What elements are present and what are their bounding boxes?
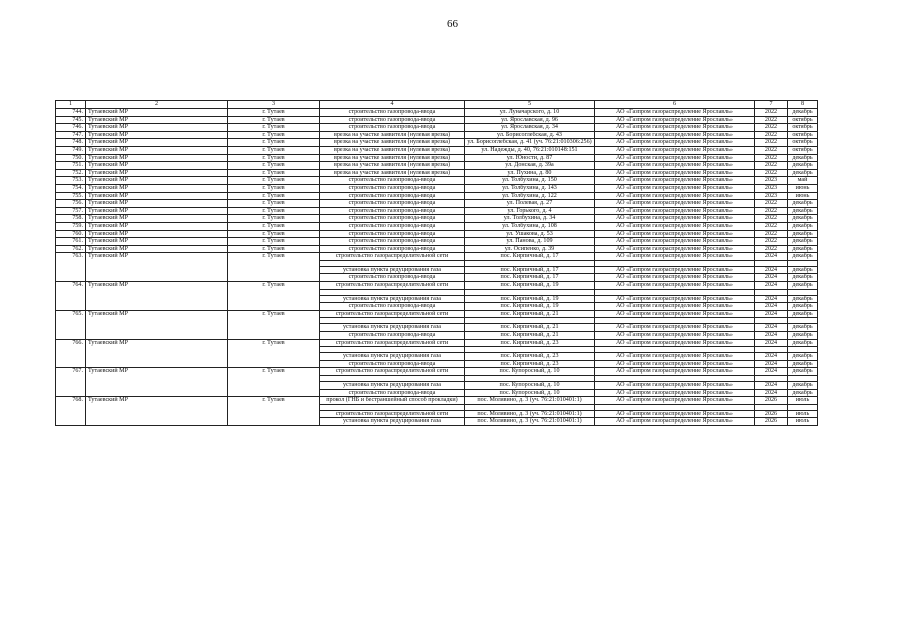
district-cell: Тутаевский МР	[86, 339, 228, 368]
table-row	[56, 109, 818, 117]
work-type-cell: строительство газопровода-ввода	[320, 230, 465, 238]
settlement-cell: г. Тутаев	[228, 282, 320, 311]
year-cell: 2023	[755, 177, 788, 185]
year-cell: 2023	[755, 184, 788, 192]
district-cell: Тутаевский МР	[86, 207, 228, 215]
column-header: 5	[465, 101, 595, 109]
district-cell: Тутаевский МР	[86, 116, 228, 124]
table-row	[56, 230, 818, 238]
year-cell: 2022	[755, 169, 788, 177]
work-type-cell: строительство газопровода-ввода	[320, 177, 465, 185]
organization-cell: АО «Газпром газораспределение Ярославль»	[595, 139, 755, 147]
organization-cell: АО «Газпром газораспределение Ярославль»	[595, 410, 755, 418]
month-cell: декабрь	[788, 169, 818, 177]
row-number: 752.	[56, 169, 86, 177]
work-type-cell: строительство газораспределительной сети	[320, 282, 465, 290]
work-type-cell: строительство газопровода-ввода	[320, 245, 465, 253]
month-cell: декабрь	[788, 230, 818, 238]
month-cell: июль	[788, 397, 818, 405]
address-cell: ул. Толбухина, д. 143	[465, 184, 595, 192]
address-cell: ул. Ушакова, д. 53	[465, 230, 595, 238]
year-cell: 2024	[755, 332, 788, 340]
table-row	[56, 162, 818, 170]
district-cell: Тутаевский МР	[86, 139, 228, 147]
organization-cell: АО «Газпром газораспределение Ярославль»	[595, 253, 755, 261]
year-cell: 2026	[755, 410, 788, 418]
district-cell: Тутаевский МР	[86, 109, 228, 117]
organization-cell: АО «Газпром газораспределение Ярославль»	[595, 184, 755, 192]
year-cell: 2022	[755, 116, 788, 124]
district-cell: Тутаевский МР	[86, 238, 228, 246]
month-cell: декабрь	[788, 382, 818, 390]
table-row	[56, 124, 818, 132]
month-cell: декабрь	[788, 303, 818, 311]
table-row	[56, 253, 818, 261]
address-cell: ул. Панова, д. 109	[465, 238, 595, 246]
row-number: 757.	[56, 207, 86, 215]
address-cell: ул. Толбухина, д. 150	[465, 177, 595, 185]
organization-cell: АО «Газпром газораспределение Ярославль»	[595, 116, 755, 124]
month-cell: декабрь	[788, 200, 818, 208]
row-number: 747.	[56, 131, 86, 139]
month-cell: июнь	[788, 192, 818, 200]
column-header: 4	[320, 101, 465, 109]
row-number: 748.	[56, 139, 86, 147]
row-number: 750.	[56, 154, 86, 162]
table-row	[56, 139, 818, 147]
organization-cell: АО «Газпром газораспределение Ярославль»	[595, 295, 755, 303]
district-cell: Тутаевский МР	[86, 310, 228, 339]
work-type-cell: установка пункта редуцирования газа	[320, 353, 465, 361]
works-table	[55, 100, 818, 426]
year-cell: 2024	[755, 253, 788, 261]
settlement-cell: г. Тутаев	[228, 177, 320, 185]
settlement-cell: г. Тутаев	[228, 162, 320, 170]
table-row	[56, 131, 818, 139]
address-cell: пос. Кирпичный, д. 23	[465, 339, 595, 347]
organization-cell: АО «Газпром газораспределение Ярославль»	[595, 324, 755, 332]
year-cell: 2022	[755, 222, 788, 230]
year-cell: 2022	[755, 146, 788, 154]
settlement-cell: г. Тутаев	[228, 131, 320, 139]
year-cell: 2022	[755, 162, 788, 170]
year-cell: 2022	[755, 124, 788, 132]
address-cell: пос. Молявино, д. 3 (уч. 76:21:010401:1)	[465, 410, 595, 418]
row-number: 764.	[56, 282, 86, 311]
month-cell: декабрь	[788, 360, 818, 368]
work-type-cell: строительство газораспределительной сети	[320, 339, 465, 347]
work-type-cell: врезка на участке заявителя (нулевая врезка)	[320, 169, 465, 177]
district-cell: Тутаевский МР	[86, 177, 228, 185]
page-number: 66	[447, 18, 458, 30]
address-cell: ул. Надежды, д. 40, 76:21:010148:151	[465, 146, 595, 154]
table-row	[56, 222, 818, 230]
month-cell: декабрь	[788, 266, 818, 274]
organization-cell: АО «Газпром газораспределение Ярославль»	[595, 382, 755, 390]
row-number: 759.	[56, 222, 86, 230]
work-type-cell: строительство газопровода-ввода	[320, 303, 465, 311]
month-cell: декабрь	[788, 324, 818, 332]
year-cell: 2022	[755, 245, 788, 253]
address-cell: пос. Кирпичный, д. 17	[465, 274, 595, 282]
month-cell: июнь	[788, 184, 818, 192]
address-cell: пос. Купоросный, д. 10	[465, 368, 595, 376]
work-type-cell: строительство газопровода-ввода	[320, 184, 465, 192]
organization-cell: АО «Газпром газораспределение Ярославль»	[595, 177, 755, 185]
row-number: 766.	[56, 339, 86, 368]
district-cell: Тутаевский МР	[86, 184, 228, 192]
year-cell: 2024	[755, 382, 788, 390]
month-cell: май	[788, 177, 818, 185]
address-cell: ул. Осипенко, д. 39	[465, 245, 595, 253]
organization-cell: АО «Газпром газораспределение Ярославль»	[595, 245, 755, 253]
address-cell: ул. Луначарского, д. 10	[465, 109, 595, 117]
address-cell: ул. Горького, д. 4	[465, 207, 595, 215]
month-cell: декабрь	[788, 215, 818, 223]
month-cell: декабрь	[788, 353, 818, 361]
year-cell: 2022	[755, 154, 788, 162]
month-cell: декабрь	[788, 332, 818, 340]
organization-cell: АО «Газпром газораспределение Ярославль»	[595, 154, 755, 162]
address-cell: пос. Кирпичный, д. 19	[465, 295, 595, 303]
year-cell: 2022	[755, 131, 788, 139]
district-cell: Тутаевский МР	[86, 282, 228, 311]
work-type-cell: строительство газопровода-ввода	[320, 215, 465, 223]
row-number: 746.	[56, 124, 86, 132]
district-cell: Тутаевский МР	[86, 154, 228, 162]
organization-cell: АО «Газпром газораспределение Ярославль»	[595, 162, 755, 170]
table-row	[56, 154, 818, 162]
district-cell: Тутаевский МР	[86, 192, 228, 200]
month-cell: октябрь	[788, 139, 818, 147]
district-cell: Тутаевский МР	[86, 253, 228, 282]
address-cell: ул. Донская, д. 39а	[465, 162, 595, 170]
organization-cell: АО «Газпром газораспределение Ярославль»	[595, 339, 755, 347]
work-type-cell: врезка на участке заявителя (нулевая врезка)	[320, 139, 465, 147]
organization-cell: АО «Газпром газораспределение Ярославль»	[595, 200, 755, 208]
row-number: 761.	[56, 238, 86, 246]
year-cell: 2026	[755, 397, 788, 405]
month-cell: июль	[788, 418, 818, 426]
year-cell: 2022	[755, 109, 788, 117]
table-row	[56, 238, 818, 246]
organization-cell: АО «Газпром газораспределение Ярославль»	[595, 215, 755, 223]
row-number: 751.	[56, 162, 86, 170]
address-cell: пос. Кирпичный, д. 17	[465, 266, 595, 274]
year-cell: 2024	[755, 282, 788, 290]
district-cell: Тутаевский МР	[86, 162, 228, 170]
district-cell: Тутаевский МР	[86, 397, 228, 426]
address-cell: пос. Купоросный, д. 10	[465, 389, 595, 397]
year-cell: 2026	[755, 418, 788, 426]
work-type-cell: строительство газораспределительной сети	[320, 310, 465, 318]
work-type-cell: строительство газопровода-ввода	[320, 116, 465, 124]
address-cell: пос. Молявино, д. 3 (уч. 76:21:010401:1)	[465, 418, 595, 426]
address-cell: пос. Кирпичный, д. 23	[465, 360, 595, 368]
organization-cell: АО «Газпром газораспределение Ярославль»	[595, 397, 755, 405]
year-cell: 2022	[755, 139, 788, 147]
work-type-cell: строительство газопровода-ввода	[320, 222, 465, 230]
row-number: 765.	[56, 310, 86, 339]
organization-cell: АО «Газпром газораспределение Ярославль»	[595, 169, 755, 177]
district-cell: Тутаевский МР	[86, 222, 228, 230]
settlement-cell: г. Тутаев	[228, 169, 320, 177]
row-number: 756.	[56, 200, 86, 208]
settlement-cell: г. Тутаев	[228, 310, 320, 339]
table-row	[56, 192, 818, 200]
settlement-cell: г. Тутаев	[228, 397, 320, 426]
month-cell: декабрь	[788, 162, 818, 170]
organization-cell: АО «Газпром газораспределение Ярославль»	[595, 274, 755, 282]
month-cell: декабрь	[788, 310, 818, 318]
work-type-cell: строительство газораспределительной сети	[320, 410, 465, 418]
table-row	[56, 368, 818, 376]
table-row	[56, 245, 818, 253]
row-number: 744.	[56, 109, 86, 117]
address-cell: ул. Толбухина, д. 122	[465, 192, 595, 200]
district-cell: Тутаевский МР	[86, 146, 228, 154]
row-number: 760.	[56, 230, 86, 238]
organization-cell: АО «Газпром газораспределение Ярославль»	[595, 192, 755, 200]
row-number: 755.	[56, 192, 86, 200]
month-cell: октябрь	[788, 146, 818, 154]
work-type-cell: установка пункта редуцирования газа	[320, 266, 465, 274]
district-cell: Тутаевский МР	[86, 131, 228, 139]
work-type-cell: строительство газопровода-ввода	[320, 124, 465, 132]
month-cell: декабрь	[788, 282, 818, 290]
row-number: 749.	[56, 146, 86, 154]
work-type-cell: врезка на участке заявителя (нулевая врезка)	[320, 154, 465, 162]
organization-cell: АО «Газпром газораспределение Ярославль»	[595, 303, 755, 311]
work-type-cell: строительство газопровода-ввода	[320, 200, 465, 208]
table-row	[56, 282, 818, 290]
month-cell: декабрь	[788, 207, 818, 215]
settlement-cell: г. Тутаев	[228, 245, 320, 253]
address-cell: пос. Кирпичный, д. 21	[465, 332, 595, 340]
work-type-cell: установка пункта редуцирования газа	[320, 324, 465, 332]
month-cell: октябрь	[788, 131, 818, 139]
settlement-cell: г. Тутаев	[228, 215, 320, 223]
settlement-cell: г. Тутаев	[228, 230, 320, 238]
row-number: 762.	[56, 245, 86, 253]
work-type-cell: строительство газопровода-ввода	[320, 109, 465, 117]
month-cell: декабрь	[788, 238, 818, 246]
work-type-cell: установка пункта редуцирования газа	[320, 295, 465, 303]
month-cell: октябрь	[788, 124, 818, 132]
work-type-cell: установка пункта редуцирования газа	[320, 418, 465, 426]
organization-cell: АО «Газпром газораспределение Ярославль»	[595, 332, 755, 340]
address-cell: ул. Борисоглебская, д. 43	[465, 131, 595, 139]
year-cell: 2022	[755, 207, 788, 215]
row-number: 763.	[56, 253, 86, 282]
settlement-cell: г. Тутаев	[228, 368, 320, 397]
organization-cell: АО «Газпром газораспределение Ярославль»	[595, 389, 755, 397]
row-number: 753.	[56, 177, 86, 185]
year-cell: 2024	[755, 353, 788, 361]
month-cell: декабрь	[788, 295, 818, 303]
work-type-cell: врезка на участке заявителя (нулевая врезка)	[320, 146, 465, 154]
year-cell: 2024	[755, 360, 788, 368]
settlement-cell: г. Тутаев	[228, 109, 320, 117]
column-header: 1	[56, 101, 86, 109]
month-cell: декабрь	[788, 253, 818, 261]
year-cell: 2022	[755, 230, 788, 238]
district-cell: Тутаевский МР	[86, 200, 228, 208]
work-type-cell: строительство газопровода-ввода	[320, 389, 465, 397]
work-type-cell: врезка на участке заявителя (нулевая врезка)	[320, 131, 465, 139]
address-cell: пос. Кирпичный, д. 21	[465, 324, 595, 332]
month-cell: июль	[788, 410, 818, 418]
work-type-cell: строительство газопровода-ввода	[320, 207, 465, 215]
settlement-cell: г. Тутаев	[228, 184, 320, 192]
address-cell: пос. Кирпичный, д. 21	[465, 310, 595, 318]
address-cell: ул. Ярославская, д. 96	[465, 116, 595, 124]
address-cell: ул. Толбухина, д. 34	[465, 215, 595, 223]
district-cell: Тутаевский МР	[86, 169, 228, 177]
table-row	[56, 177, 818, 185]
table-row	[56, 169, 818, 177]
address-cell: ул. Толбухина, д. 108	[465, 222, 595, 230]
organization-cell: АО «Газпром газораспределение Ярославль»	[595, 146, 755, 154]
organization-cell: АО «Газпром газораспределение Ярославль»	[595, 230, 755, 238]
settlement-cell: г. Тутаев	[228, 238, 320, 246]
work-type-cell: установка пункта редуцирования газа	[320, 382, 465, 390]
work-type-cell: строительство газопровода-ввода	[320, 192, 465, 200]
column-header: 7	[755, 101, 788, 109]
month-cell: декабрь	[788, 274, 818, 282]
year-cell: 2024	[755, 324, 788, 332]
table-row	[56, 215, 818, 223]
work-type-cell: строительство газопровода-ввода	[320, 360, 465, 368]
settlement-cell: г. Тутаев	[228, 200, 320, 208]
settlement-cell: г. Тутаев	[228, 192, 320, 200]
organization-cell: АО «Газпром газораспределение Ярославль»	[595, 353, 755, 361]
work-type-cell: строительство газопровода-ввода	[320, 274, 465, 282]
year-cell: 2024	[755, 295, 788, 303]
month-cell: октябрь	[788, 116, 818, 124]
year-cell: 2023	[755, 192, 788, 200]
settlement-cell: г. Тутаев	[228, 154, 320, 162]
table-row	[56, 397, 818, 405]
organization-cell: АО «Газпром газораспределение Ярославль»	[595, 266, 755, 274]
row-number: 768.	[56, 397, 86, 426]
organization-cell: АО «Газпром газораспределение Ярославль»	[595, 360, 755, 368]
settlement-cell: г. Тутаев	[228, 146, 320, 154]
address-cell: ул. Ярославская, д. 34	[465, 124, 595, 132]
address-cell: пос. Кирпичный, д. 23	[465, 353, 595, 361]
year-cell: 2022	[755, 200, 788, 208]
month-cell: декабрь	[788, 339, 818, 347]
settlement-cell: г. Тутаев	[228, 116, 320, 124]
work-type-cell: строительство газораспределительной сети	[320, 368, 465, 376]
table-row	[56, 310, 818, 318]
header-row	[56, 101, 818, 109]
organization-cell: АО «Газпром газораспределение Ярославль»	[595, 124, 755, 132]
settlement-cell: г. Тутаев	[228, 222, 320, 230]
settlement-cell: г. Тутаев	[228, 253, 320, 282]
month-cell: декабрь	[788, 368, 818, 376]
year-cell: 2024	[755, 389, 788, 397]
year-cell: 2024	[755, 339, 788, 347]
address-cell: пос. Молявино, д. 3 (уч. 76:21:010401:1)	[465, 397, 595, 405]
table-row	[56, 146, 818, 154]
organization-cell: АО «Газпром газораспределение Ярославль»	[595, 238, 755, 246]
row-number: 758.	[56, 215, 86, 223]
year-cell: 2022	[755, 215, 788, 223]
address-cell: ул. Пухина, д. 80	[465, 169, 595, 177]
year-cell: 2024	[755, 266, 788, 274]
organization-cell: АО «Газпром газораспределение Ярославль»	[595, 368, 755, 376]
table-row	[56, 207, 818, 215]
year-cell: 2022	[755, 238, 788, 246]
work-type-cell: строительство газопровода-ввода	[320, 238, 465, 246]
month-cell: декабрь	[788, 222, 818, 230]
column-header: 6	[595, 101, 755, 109]
table-row	[56, 184, 818, 192]
column-header: 3	[228, 101, 320, 109]
settlement-cell: г. Тутаев	[228, 124, 320, 132]
organization-cell: АО «Газпром газораспределение Ярославль»	[595, 282, 755, 290]
organization-cell: АО «Газпром газораспределение Ярославль»	[595, 310, 755, 318]
address-cell: ул. Юности, д. 87	[465, 154, 595, 162]
settlement-cell: г. Тутаев	[228, 339, 320, 368]
organization-cell: АО «Газпром газораспределение Ярославль»	[595, 418, 755, 426]
work-type-cell: врезка на участке заявителя (нулевая врезка)	[320, 162, 465, 170]
address-cell: ул. Полевая, д. 27	[465, 200, 595, 208]
row-number: 767.	[56, 368, 86, 397]
work-type-cell: прокол (ГНБ и бестраншейный способ прокладки)	[320, 397, 465, 405]
row-number: 745.	[56, 116, 86, 124]
table-row	[56, 116, 818, 124]
organization-cell: АО «Газпром газораспределение Ярославль»	[595, 207, 755, 215]
district-cell: Тутаевский МР	[86, 124, 228, 132]
settlement-cell: г. Тутаев	[228, 207, 320, 215]
district-cell: Тутаевский МР	[86, 245, 228, 253]
organization-cell: АО «Газпром газораспределение Ярославль»	[595, 109, 755, 117]
column-header: 2	[86, 101, 228, 109]
year-cell: 2024	[755, 303, 788, 311]
row-number: 754.	[56, 184, 86, 192]
year-cell: 2024	[755, 274, 788, 282]
organization-cell: АО «Газпром газораспределение Ярославль»	[595, 222, 755, 230]
month-cell: декабрь	[788, 109, 818, 117]
year-cell: 2024	[755, 368, 788, 376]
month-cell: декабрь	[788, 389, 818, 397]
district-cell: Тутаевский МР	[86, 230, 228, 238]
address-cell: пос. Купоросный, д. 10	[465, 382, 595, 390]
address-cell: пос. Кирпичный, д. 19	[465, 303, 595, 311]
district-cell: Тутаевский МР	[86, 215, 228, 223]
work-type-cell: строительство газораспределительной сети	[320, 253, 465, 261]
work-type-cell: строительство газопровода-ввода	[320, 332, 465, 340]
address-cell: ул. Борисоглебская, д. 41 (уч. 76:21:010306:256)	[465, 139, 595, 147]
table-row	[56, 200, 818, 208]
table-row	[56, 339, 818, 347]
month-cell: декабрь	[788, 154, 818, 162]
month-cell: декабрь	[788, 245, 818, 253]
column-header: 8	[788, 101, 818, 109]
address-cell: пос. Кирпичный, д. 19	[465, 282, 595, 290]
year-cell: 2024	[755, 310, 788, 318]
settlement-cell: г. Тутаев	[228, 139, 320, 147]
district-cell: Тутаевский МР	[86, 368, 228, 397]
organization-cell: АО «Газпром газораспределение Ярославль»	[595, 131, 755, 139]
address-cell: пос. Кирпичный, д. 17	[465, 253, 595, 261]
